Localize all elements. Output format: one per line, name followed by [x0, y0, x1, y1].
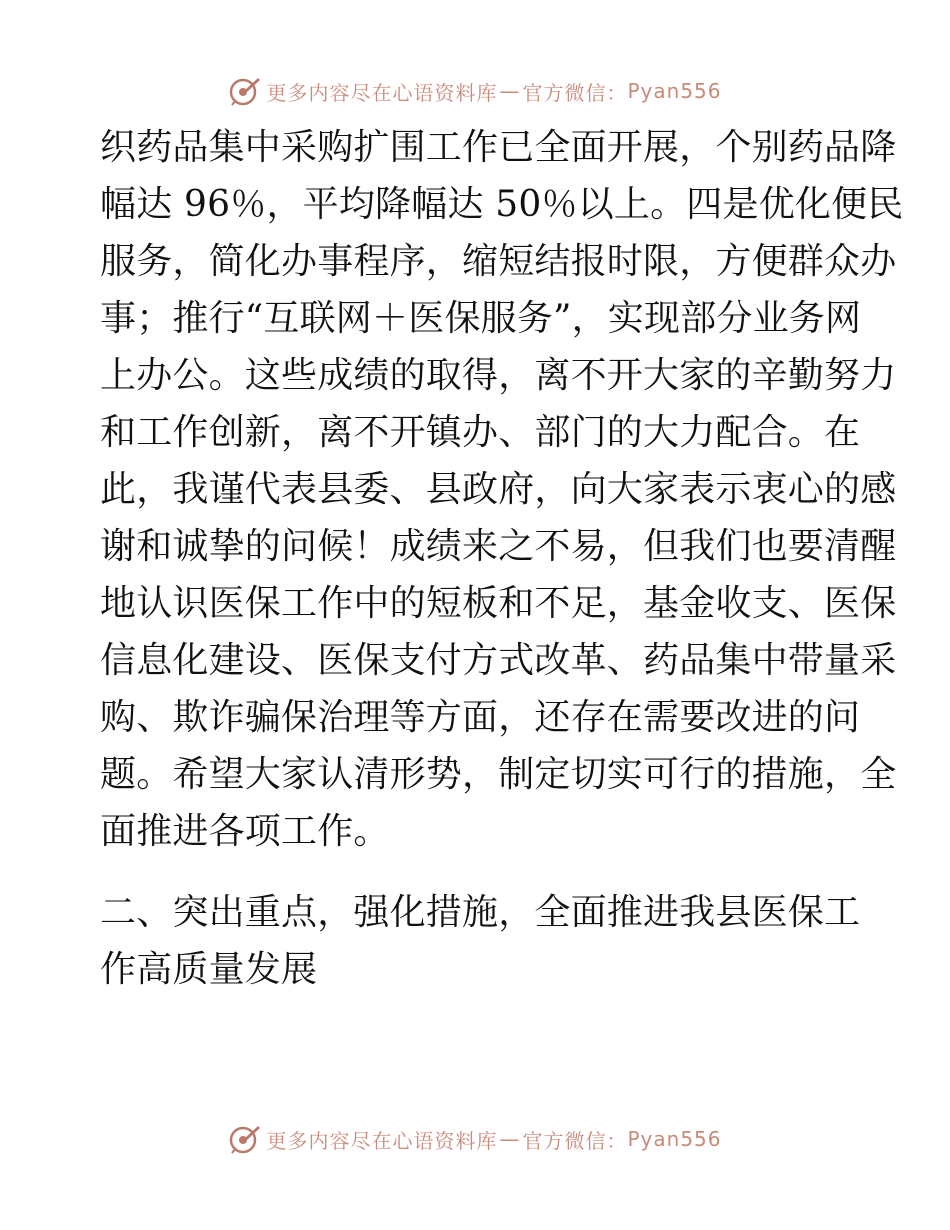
body-line: 上办公。这些成绩的取得，离不开大家的辛勤努力: [100, 355, 897, 396]
body-line: 题。希望大家认清形势，制定切实可行的措施，全: [100, 754, 897, 795]
watermark-separator: —: [499, 79, 521, 103]
body-line: 事；推行“互联网＋医保服务”，实现部分业务网: [100, 298, 862, 339]
body-line: 面推进各项工作。: [100, 811, 390, 852]
watermark-site-text: 更多内容尽在心语资料库: [266, 80, 498, 105]
watermark-wechat-id: Pyan556: [627, 1127, 722, 1151]
body-line: 购、欺诈骗保治理等方面，还存在需要改进的问: [100, 697, 861, 738]
body-line: 谢和诚挚的问候！成绩来之不易，但我们也要清醒: [100, 526, 897, 567]
watermark-wechat-id: Pyan556: [627, 79, 722, 103]
watermark-wechat-label: 官方微信：: [522, 1128, 628, 1153]
watermark-wechat-label: 官方微信：: [522, 80, 628, 105]
body-line: 幅达 96％，平均降幅达 50％以上。四是优化便民: [100, 184, 904, 225]
pen-logo-icon: [228, 1122, 262, 1156]
header-watermark: [0, 74, 950, 108]
body-line: 信息化建设、医保支付方式改革、药品集中带量采: [100, 640, 897, 681]
body-line: 和工作创新，离不开镇办、部门的大力配合。在: [100, 412, 861, 453]
footer-watermark: [0, 1122, 950, 1156]
watermark-site-text: 更多内容尽在心语资料库: [266, 1128, 498, 1153]
pen-logo-icon: [228, 74, 262, 108]
body-line: 服务，简化办事程序，缩短结报时限，方便群众办: [100, 241, 897, 282]
section-heading-line: 二、突出重点，强化措施，全面推进我县医保工: [100, 892, 861, 933]
body-line: 此，我谨代表县委、县政府，向大家表示衷心的感: [100, 469, 897, 510]
section-heading-line: 作高质量发展: [100, 949, 318, 990]
body-line: 地认识医保工作中的短板和不足，基金收支、医保: [100, 583, 897, 624]
watermark-separator: —: [499, 1127, 521, 1151]
body-line: 织药品集中采购扩围工作已全面开展，个别药品降: [100, 127, 897, 168]
